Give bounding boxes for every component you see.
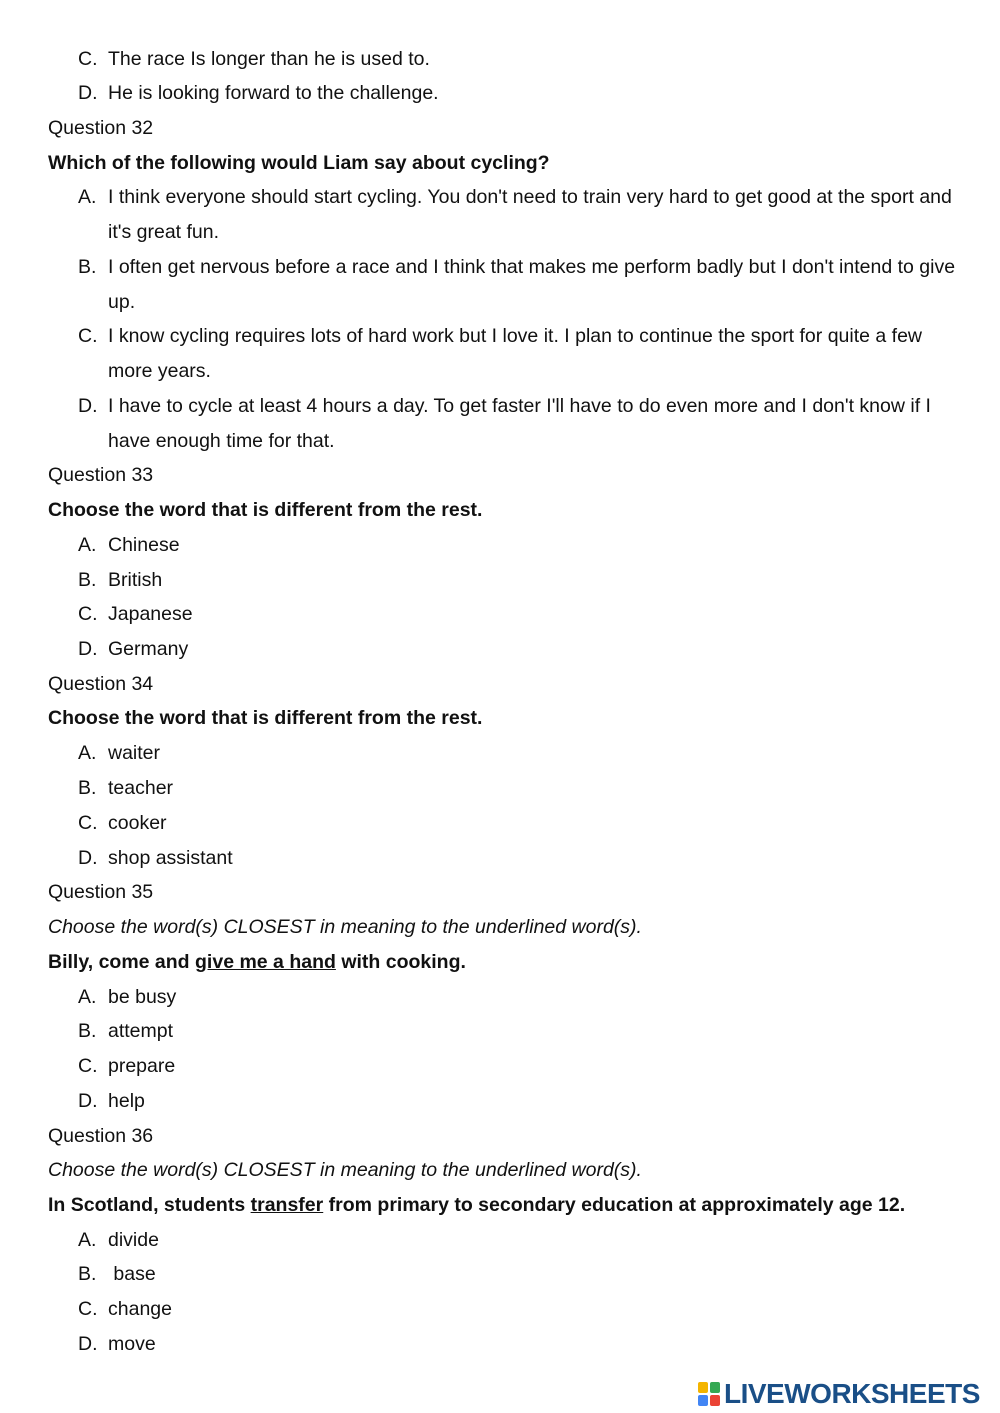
option-text: attempt (108, 1020, 174, 1042)
option-letter: D. (78, 82, 98, 104)
option-letter: D. (78, 1333, 98, 1355)
question-label: Question 36 (48, 1125, 154, 1147)
option-item (78, 250, 960, 319)
question-prompt: Which of the following would Liam say about cycling? (48, 152, 550, 174)
question-prompt: Choose the word that is different from the rest. (48, 499, 483, 521)
option-text: I have to cycle at least 4 hours a day. To get faster I'll have to do even more and I don't know if I have enough time for that. (108, 395, 931, 452)
option-item (78, 632, 960, 667)
option-letter: A. (78, 1229, 97, 1251)
question-sentence (48, 945, 960, 980)
option-text: prepare (108, 1055, 176, 1077)
underlined-phrase: transfer (250, 1194, 324, 1216)
option-item (78, 1084, 960, 1119)
option-item (78, 563, 960, 598)
option-text: teacher (108, 777, 174, 799)
option-text: I know cycling requires lots of hard work but I love it. I plan to continue the sport for quite a few more years. (108, 325, 923, 382)
option-item (78, 806, 960, 841)
option-text: base (108, 1263, 156, 1285)
sentence-before: In Scotland, students (48, 1194, 251, 1216)
option-letter: D. (78, 395, 98, 417)
option-text: Germany (108, 638, 189, 660)
option-letter: C. (78, 812, 98, 834)
underlined-phrase: give me a hand (195, 951, 336, 973)
option-item (78, 980, 960, 1015)
option-item (78, 76, 960, 111)
option-text: cooker (108, 812, 167, 834)
option-item (78, 597, 960, 632)
option-letter: A. (78, 986, 97, 1008)
option-item (78, 771, 960, 806)
sentence-after: from primary to secondary education at approximately age 12. (323, 1194, 906, 1216)
logo-square-icon (710, 1382, 720, 1393)
option-text: Japanese (108, 603, 193, 625)
logo-text: LIVEWORKSHEETS (724, 1378, 980, 1409)
option-text: I think everyone should start cycling. You don't need to train very hard to get good at the sport and it's great fun. (108, 186, 952, 243)
option-letter: A. (78, 742, 97, 764)
option-letter: C. (78, 325, 98, 347)
option-letter: C. (78, 1298, 98, 1320)
option-letter: D. (78, 1090, 98, 1112)
liveworksheets-logo (698, 1378, 980, 1410)
option-item (78, 1327, 960, 1362)
option-letter: B. (78, 569, 97, 591)
option-letter: B. (78, 1263, 97, 1285)
option-letter: B. (78, 777, 97, 799)
option-text: be busy (108, 986, 177, 1008)
question-instruction: Choose the word(s) CLOSEST in meaning to the underlined word(s). (48, 916, 642, 938)
option-letter: A. (78, 534, 97, 556)
option-letter: B. (78, 256, 97, 278)
option-item (78, 389, 960, 458)
question-label: Question 34 (48, 673, 154, 695)
option-text: change (108, 1298, 172, 1320)
option-item (78, 1049, 960, 1084)
option-item (78, 1014, 960, 1049)
option-item (78, 1292, 960, 1327)
option-text: help (108, 1090, 145, 1112)
option-text: Chinese (108, 534, 180, 556)
sentence-after: with cooking. (335, 951, 466, 973)
option-item (78, 736, 960, 771)
option-item (78, 319, 960, 388)
sentence-before: Billy, come and (48, 951, 196, 973)
logo-square-icon (698, 1395, 708, 1406)
option-text: He is looking forward to the challenge. (108, 82, 439, 104)
option-letter: B. (78, 1020, 97, 1042)
option-item (78, 1257, 960, 1292)
option-text: shop assistant (108, 847, 233, 869)
option-text: The race Is longer than he is used to. (108, 48, 430, 70)
question-label: Question 35 (48, 881, 154, 903)
option-text: move (108, 1333, 156, 1355)
option-letter: C. (78, 1055, 98, 1077)
question-prompt: Choose the word that is different from the rest. (48, 707, 483, 729)
question-instruction: Choose the word(s) CLOSEST in meaning to the underlined word(s). (48, 1159, 642, 1181)
option-letter: A. (78, 186, 97, 208)
option-text: divide (108, 1229, 159, 1251)
question-label: Question 33 (48, 464, 154, 486)
option-letter: D. (78, 638, 98, 660)
logo-square-icon (710, 1395, 720, 1406)
option-text: I often get nervous before a race and I think that makes me perform badly but I don't intend to give up. (108, 256, 956, 313)
option-letter: C. (78, 603, 98, 625)
option-item (78, 841, 960, 876)
option-item (78, 180, 960, 249)
option-letter: C. (78, 48, 98, 70)
question-sentence (48, 1188, 960, 1223)
question-label: Question 32 (48, 117, 154, 139)
option-letter: D. (78, 847, 98, 869)
logo-square-icon (698, 1382, 708, 1393)
option-item (78, 42, 960, 77)
option-item (78, 1223, 960, 1258)
option-item (78, 528, 960, 563)
option-text: British (108, 569, 163, 591)
logo-mark-icon (698, 1382, 720, 1406)
option-text: waiter (108, 742, 161, 764)
